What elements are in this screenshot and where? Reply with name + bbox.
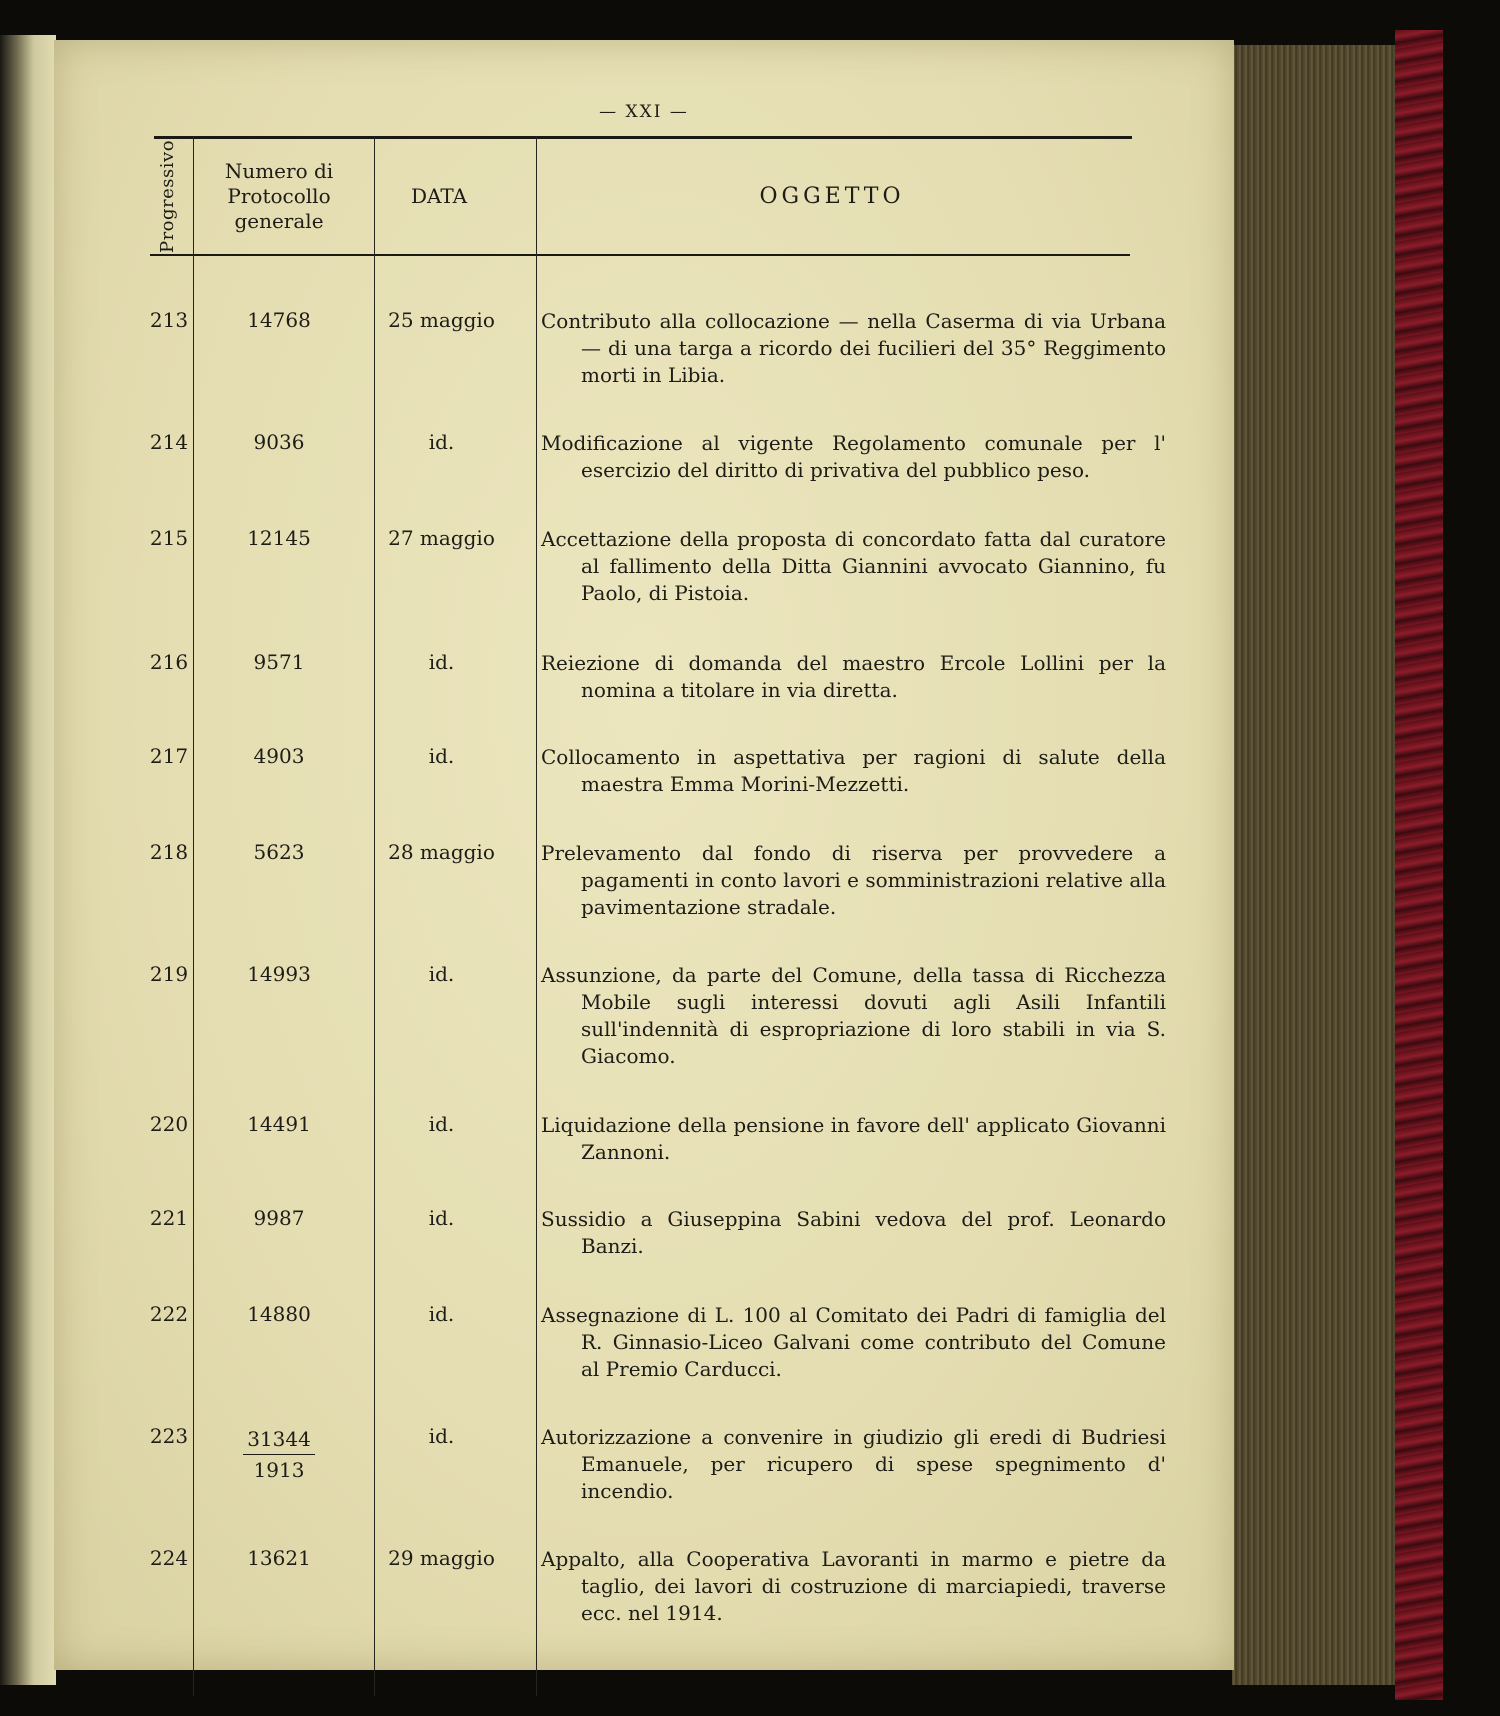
header-oggetto: OGGETTO — [759, 183, 905, 209]
row-date: id. — [428, 1112, 455, 1136]
row-date: id. — [428, 1206, 455, 1230]
column-divider-1 — [193, 136, 194, 1696]
row-progressivo: 224 — [149, 1546, 189, 1570]
row-protocol-number: 13621 — [247, 1546, 311, 1570]
row-progressivo: 215 — [149, 526, 189, 550]
row-date: id. — [428, 962, 455, 986]
row-date: 25 maggio — [388, 308, 495, 332]
row-progressivo: 216 — [149, 650, 189, 674]
row-progressivo: 220 — [149, 1112, 189, 1136]
page-number: — XXI — — [599, 102, 689, 122]
table-top-rule — [154, 136, 1132, 139]
row-protocol-number — [204, 1424, 354, 1485]
row-progressivo: 219 — [149, 962, 189, 986]
table-header-rule — [150, 254, 1130, 256]
row-date: 27 maggio — [388, 526, 495, 550]
row-subject: Prelevamento dal fondo di riserva per provvedere a pagamenti in conto lavori e somministrazioni relative alla pavimentazione stradale. — [541, 841, 1166, 919]
row-protocol-number: 14491 — [247, 1112, 311, 1136]
row-protocol-number: 4903 — [253, 744, 305, 768]
book-cover-edge — [1395, 30, 1443, 1700]
row-date: id. — [428, 1424, 455, 1448]
row-date: id. — [428, 1302, 455, 1326]
column-divider-2 — [374, 136, 375, 1696]
row-protocol-number: 5623 — [253, 840, 305, 864]
row-date: 29 maggio — [388, 1546, 495, 1570]
book-binding-left — [0, 35, 56, 1685]
row-subject: Reiezione di domanda del maestro Ercole Lollini per la nomina a titolare in via diretta. — [541, 651, 1166, 702]
book-page — [54, 40, 1234, 1670]
protocol-number-year: 1913 — [253, 1458, 305, 1482]
row-progressivo: 221 — [149, 1206, 189, 1230]
row-subject: Assegnazione di L. 100 al Comitato dei Padri di famiglia del R. Ginnasio-Liceo Galvani come contributo del Comune al Premio Carducci. — [541, 1303, 1166, 1381]
row-subject: Modificazione al vigente Regolamento comunale per l' esercizio del diritto di privativa del pubblico peso. — [541, 431, 1166, 482]
row-subject: Contributo alla collocazione — nella Caserma di via Urbana — di una targa a ricordo dei fucilieri del 35° Reggimento morti in Libia. — [541, 309, 1166, 387]
protocol-number-fraction — [243, 1424, 315, 1485]
header-data: DATA — [410, 183, 468, 208]
row-protocol-number: 12145 — [247, 526, 311, 550]
row-date: id. — [428, 430, 455, 454]
row-progressivo: 218 — [149, 840, 189, 864]
protocol-number-top: 31344 — [243, 1424, 315, 1455]
row-subject: Sussidio a Giuseppina Sabini vedova del prof. Leonardo Banzi. — [541, 1207, 1166, 1258]
row-progressivo: 214 — [149, 430, 189, 454]
row-date: 28 maggio — [388, 840, 495, 864]
row-subject: Collocamento in aspettativa per ragioni di salute della maestra Emma Morini-Mezzetti. — [541, 745, 1166, 796]
header-progressivo: Progressivo — [157, 139, 179, 253]
row-subject: Autorizzazione a convenire in giudizio gli eredi di Budriesi Emanuele, per ricupero di spese spegnimento d' incendio. — [541, 1425, 1166, 1503]
row-protocol-number: 9571 — [253, 650, 305, 674]
row-protocol-number: 14993 — [247, 962, 311, 986]
row-progressivo: 217 — [149, 744, 189, 768]
row-progressivo: 223 — [149, 1424, 189, 1448]
row-subject: Assunzione, da parte del Comune, della tassa di Ricchezza Mobile sugli interessi dovuti agli Asili Infantili sull'indennità di espropriazione di loro stabili in via S. Giacomo. — [541, 963, 1166, 1068]
row-protocol-number: 9987 — [253, 1206, 305, 1230]
row-progressivo: 222 — [149, 1302, 189, 1326]
row-protocol-number: 14880 — [247, 1302, 311, 1326]
column-divider-3 — [536, 136, 537, 1696]
row-subject: Accettazione della proposta di concordato fatta dal curatore al fallimento della Ditta Giannini avvocato Giannino, fu Paolo, di Pistoia. — [541, 527, 1166, 605]
row-protocol-number: 9036 — [253, 430, 305, 454]
row-protocol-number: 14768 — [247, 308, 311, 332]
row-subject: Liquidazione della pensione in favore dell' applicato Giovanni Zannoni. — [541, 1113, 1166, 1164]
row-subject: Appalto, alla Cooperativa Lavoranti in marmo e pietre da taglio, dei lavori di costruzione di marciapiedi, traverse ecc. nel 1914. — [541, 1547, 1166, 1625]
book-fore-edge — [1232, 45, 1410, 1685]
row-date: id. — [428, 744, 455, 768]
row-date: id. — [428, 650, 455, 674]
row-progressivo: 213 — [149, 308, 189, 332]
header-numero: Numero di Protocollo generale — [224, 158, 334, 233]
